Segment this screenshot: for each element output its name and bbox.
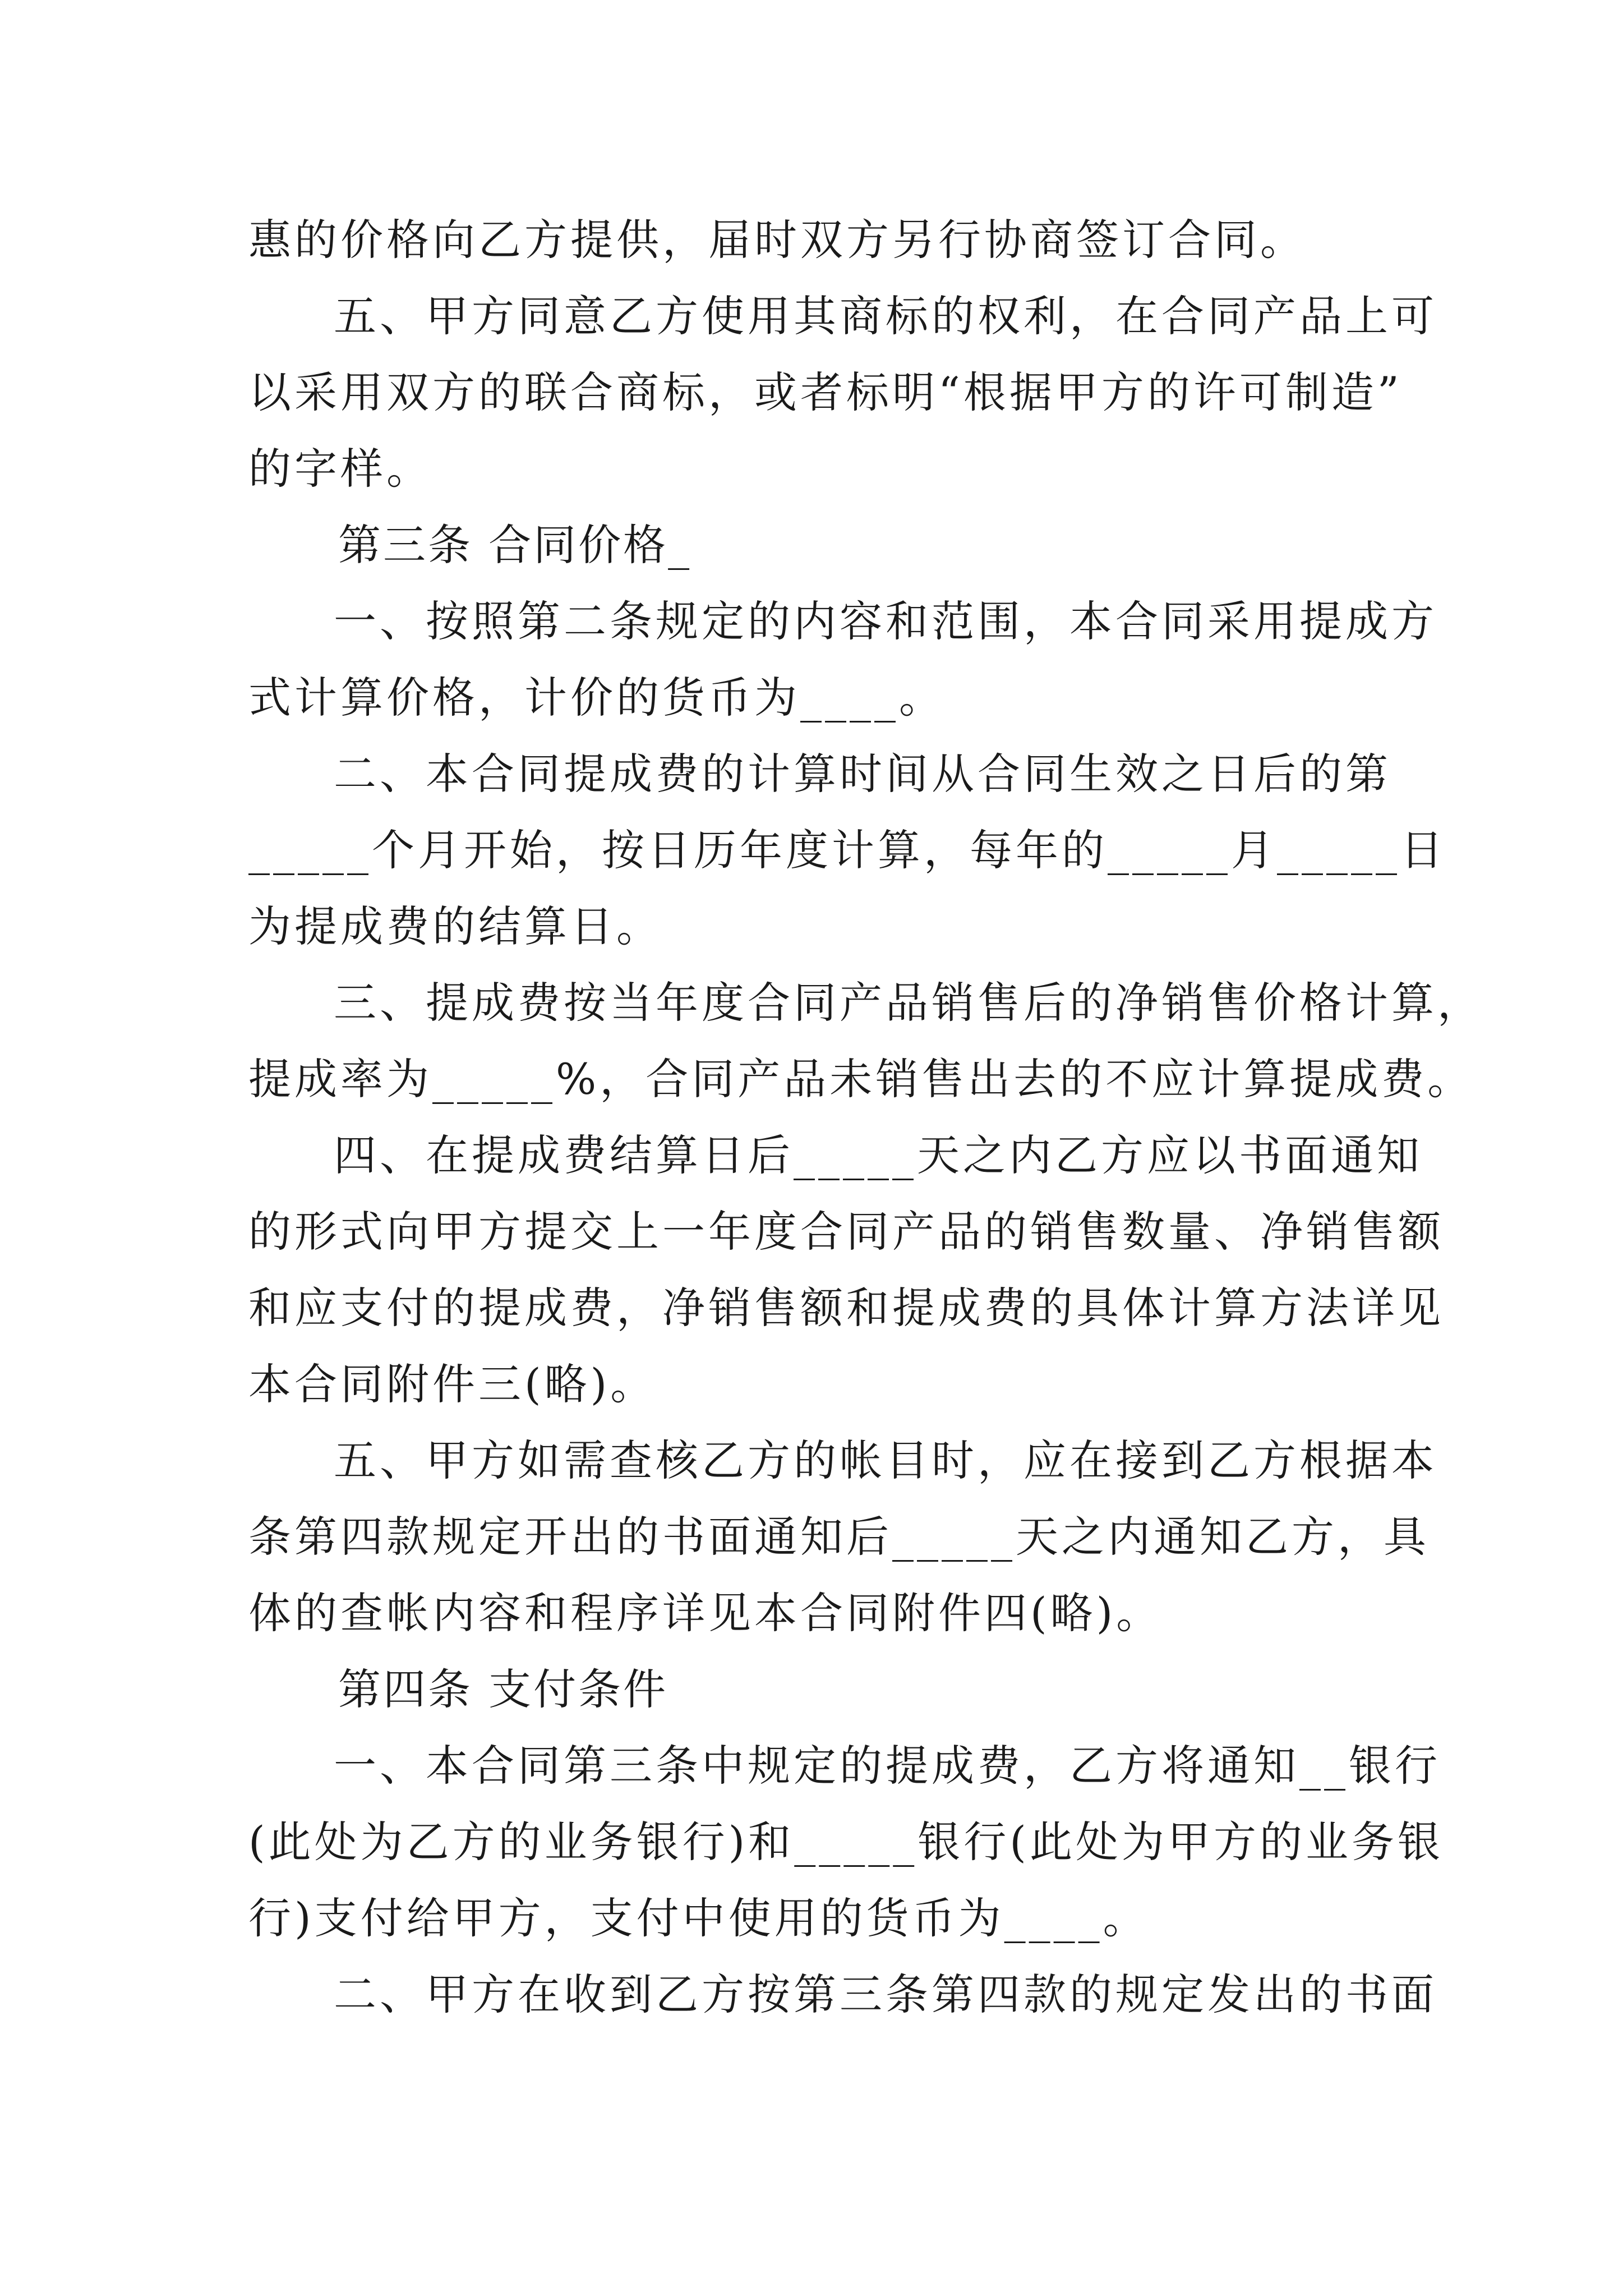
paragraph-line: 的形式向甲方提交上一年度合同产品的销售数量、净销售额 bbox=[248, 1207, 1444, 1257]
paragraph-line: 以采用双方的联合商标，或者标明“根据甲方的许可制造” bbox=[248, 367, 1403, 417]
paragraph-line: 的字样。 bbox=[248, 444, 432, 494]
section-heading: 第三条 合同价格_ bbox=[338, 520, 692, 570]
paragraph-line: 一、按照第二条规定的内容和范围，本合同采用提成方 bbox=[334, 596, 1437, 646]
paragraph-line: 条第四款规定开出的书面通知后_____天之内通知乙方，具 bbox=[248, 1512, 1430, 1562]
section-heading: 第四条 支付条件 bbox=[338, 1664, 668, 1714]
paragraph-line: 提成率为_____%，合同产品未销售出去的不应计算提成费。 bbox=[248, 1054, 1474, 1104]
paragraph-line: 二、本合同提成费的计算时间从合同生效之日后的第 bbox=[334, 749, 1391, 799]
paragraph-line: _____个月开始，按日历年度计算，每年的_____月_____日 bbox=[248, 825, 1446, 875]
paragraph-line: (此处为乙方的业务银行)和_____银行(此处为甲方的业务银 bbox=[248, 1817, 1444, 1867]
paragraph-line: 五、甲方同意乙方使用其商标的权利，在合同产品上可 bbox=[334, 291, 1437, 341]
paragraph-line: 惠的价格向乙方提供，届时双方另行协商签订合同。 bbox=[248, 215, 1306, 265]
paragraph-line: 五、甲方如需查核乙方的帐目时，应在接到乙方根据本 bbox=[334, 1435, 1437, 1485]
paragraph-line: 式计算价格，计价的货币为____。 bbox=[248, 673, 945, 723]
document-body bbox=[248, 202, 1483, 2033]
paragraph-line: 四、在提成费结算日后_____天之内乙方应以书面通知 bbox=[334, 1130, 1423, 1180]
paragraph-line: 和应支付的提成费，净销售额和提成费的具体计算方法详见 bbox=[248, 1283, 1444, 1333]
paragraph-line: 三、提成费按当年度合同产品销售后的净销售价格计算， bbox=[334, 978, 1483, 1028]
paragraph-line: 一、本合同第三条中规定的提成费，乙方将通知__银行 bbox=[334, 1741, 1441, 1791]
paragraph-line: 体的查帐内容和程序详见本合同附件四(略)。 bbox=[248, 1588, 1163, 1638]
paragraph-line: 为提成费的结算日。 bbox=[248, 901, 662, 951]
paragraph-line: 二、甲方在收到乙方按第三条第四款的规定发出的书面 bbox=[334, 1970, 1437, 2019]
paragraph-line: 本合同附件三(略)。 bbox=[248, 1359, 657, 1409]
paragraph-line: 行)支付给甲方，支付中使用的货币为____。 bbox=[248, 1893, 1149, 1943]
